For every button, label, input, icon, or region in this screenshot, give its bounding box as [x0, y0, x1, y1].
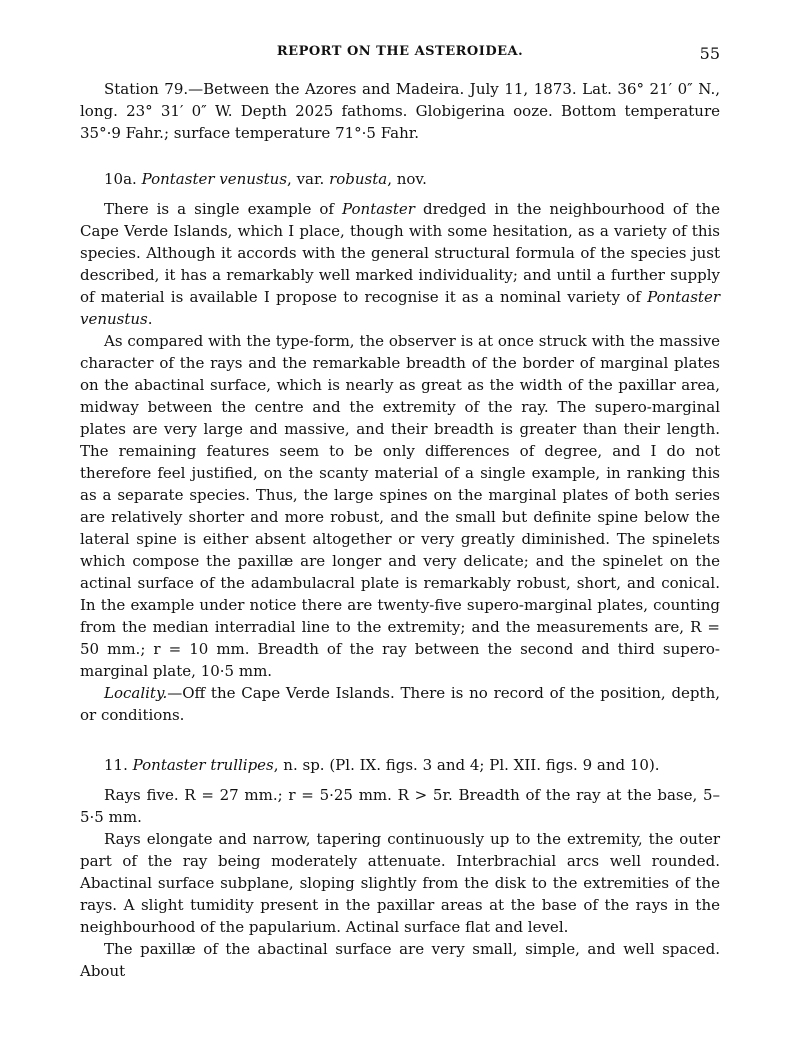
- text-run: There is a single example of: [104, 200, 343, 218]
- genus-name: Pontaster: [342, 200, 415, 218]
- section-heading-11: [104, 754, 720, 776]
- text-run: dredged in the neighbourhood of the Cape Verde Islands, which I place, though with some hesitation, as a variety of this species. Although it accords with the general structural formula of the species just described, it has a remarkably well marked individuality; and until a further supply of material is available I propose to recognise it as a nominal variety of: [80, 200, 721, 306]
- locality-label: Locality.: [104, 684, 168, 702]
- locality-text: —Off the Cape Verde Islands. There is no record of the position, depth, or conditions.: [80, 684, 720, 724]
- text-run: .: [147, 310, 153, 328]
- running-title: REPORT ON THE ASTEROIDEA.: [276, 44, 524, 59]
- variety-name: robusta: [329, 170, 388, 188]
- paragraph: As compared with the type-form, the observer is at once struck with the massive character of the rays and the remarkable breadth of the border of marginal plates on the abactinal surface, which is nearly as great as the width of the paxillar area, midway between the centre and the extremity of the ray. The supero-marginal plates are very large and massive, and their breadth is greater than their length. The remaining features seem to be only differences of degree, and I do not therefore feel justified, on the scanty material of a single example, in ranking this as a separate species. Thus, the large spines on the marginal plates of both series are relatively shorter and more robust, and the small but definite spine below the lateral spine is either absent altogether or very greatly diminished. The spinelets which compose the paxillæ are longer and very delicate; and the spinelet on the actinal surface of the adambulacral plate is remarkably robust, short, and conical. In the example under notice there are twenty-five supero-marginal plates, counting from the median interradial line to the extremity; and the measurements are, R = 50 mm.; r = 10 mm. Breadth of the ray between the second and third supero-marginal plate, 10·5 mm.: [80, 332, 720, 680]
- body-text: [80, 78, 720, 982]
- paragraph: Rays five. R = 27 mm.; r = 5·25 mm. R > 5r. Breadth of the ray at the base, 5–5·5 mm.: [80, 786, 720, 826]
- species-name: Pontaster venustus: [141, 170, 288, 188]
- paragraph: Rays elongate and narrow, tapering continuously up to the extremity, the outer part of the ray being moderately attenuate. Interbrachial arcs well rounded. Abactinal surface subplane, sloping slightly from the disk to the extremities of the rays. A slight tumidity present in the paxillar areas at the base of the rays in the neighbourhood of the papularium. Actinal surface flat and level.: [80, 830, 720, 936]
- species-name: Pontaster venustus: [80, 288, 720, 328]
- section-number: 11.: [104, 756, 128, 774]
- paragraph: The paxillæ of the abactinal surface are very small, simple, and well spaced. About: [80, 940, 720, 980]
- heading-status: , nov.: [387, 170, 427, 188]
- species-name: Pontaster trullipes: [132, 756, 274, 774]
- page-number: 55: [699, 44, 720, 63]
- section-number: 10a.: [104, 170, 137, 188]
- section-heading-10a: [104, 168, 720, 190]
- locality-paragraph: [80, 682, 720, 726]
- paragraph: [80, 198, 720, 330]
- heading-suffix: , var.: [287, 170, 330, 188]
- station-paragraph: Station 79.—Between the Azores and Madeira. July 11, 1873. Lat. 36° 21′ 0″ N., long. 23° 31′ 0″ W. Depth 2025 fathoms. Globigerina ooze. Bottom temperature 35°·9 Fahr.; surface temperature 71°·5 Fahr.: [80, 80, 720, 142]
- running-header: [80, 44, 720, 68]
- heading-status: , n. sp. (Pl. IX. figs. 3 and 4; Pl. XII. figs. 9 and 10).: [273, 756, 660, 774]
